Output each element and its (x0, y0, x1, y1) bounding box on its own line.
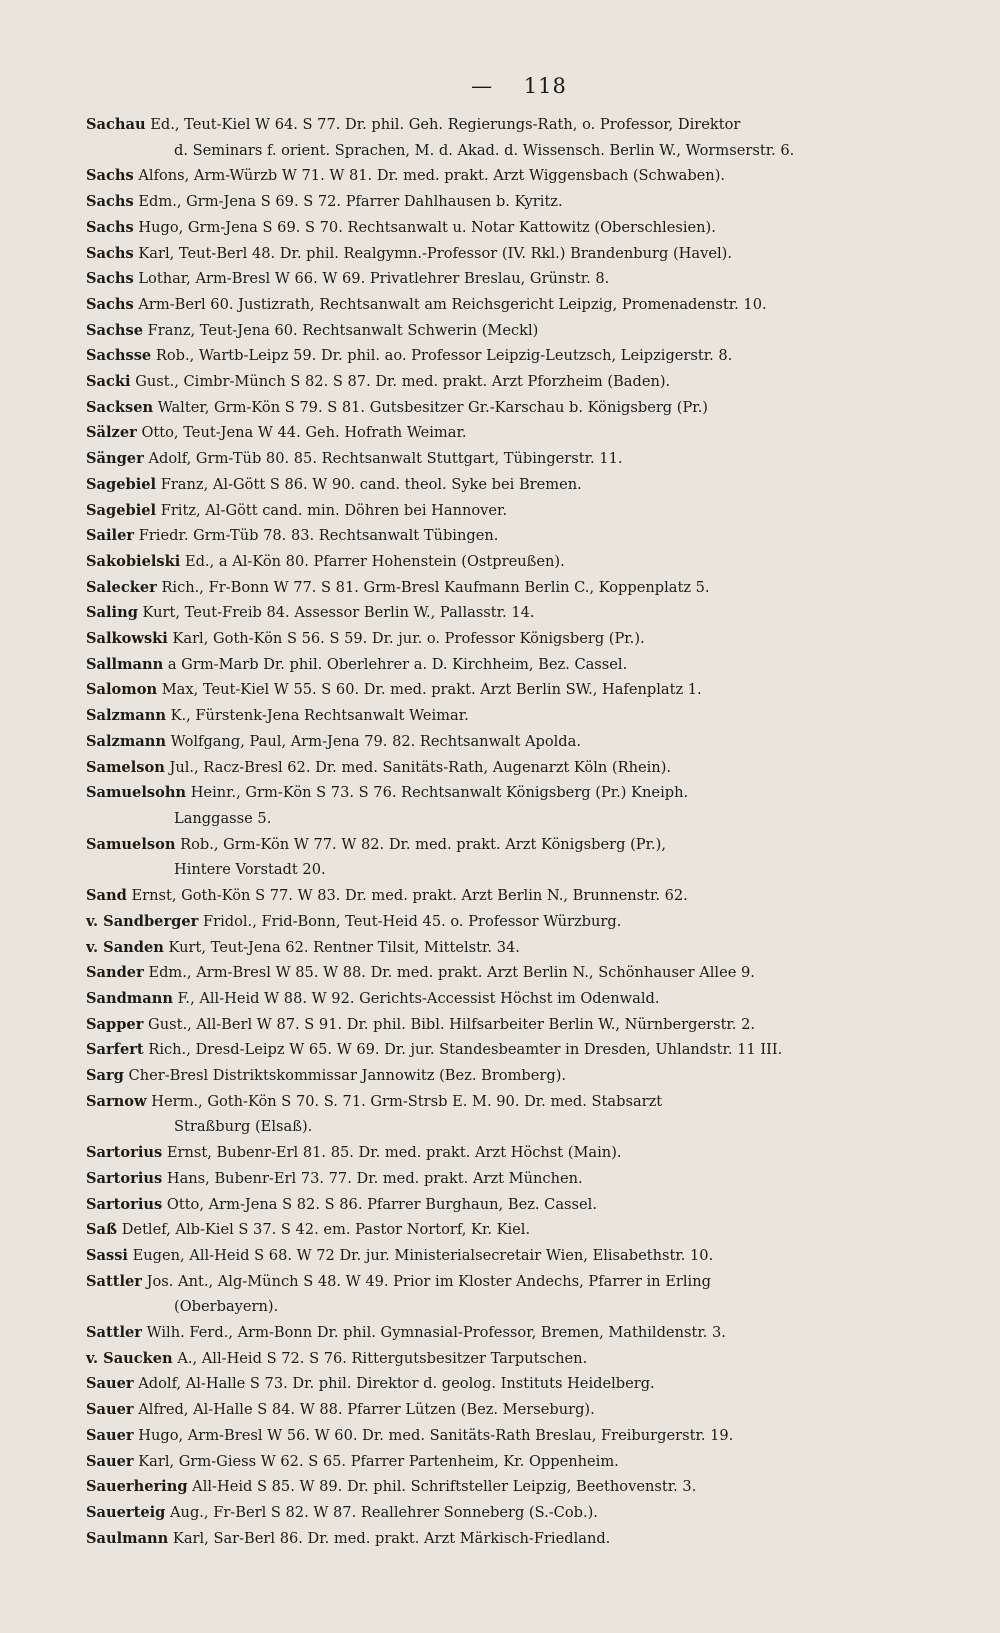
entry-surname: Sachs (86, 244, 134, 262)
list-item (86, 395, 952, 421)
list-item (86, 1294, 952, 1320)
entry-details: Ed., a Al-Kön 80. Pfarrer Hohenstein (Ostpreußen). (184, 552, 565, 570)
entry-surname: Sauer (86, 1426, 134, 1444)
list-item (86, 1526, 952, 1552)
list-item (86, 1192, 952, 1218)
entry-details: Ernst, Goth-Kön S 77. W 83. Dr. med. prakt. Arzt Berlin N., Brunnenstr. 62. (131, 887, 688, 905)
header-dash: — (471, 74, 494, 98)
entry-details: Langgasse 5. (174, 809, 272, 827)
entry-details: Hans, Bubenr-Erl 73. 77. Dr. med. prakt. Arzt München. (166, 1169, 583, 1187)
entry-details: Kurt, Teut-Freib 84. Assessor Berlin W., Pallasstr. 14. (142, 604, 535, 622)
entry-surname: Sänger (86, 450, 144, 468)
entry-details: Friedr. Grm-Tüb 78. 83. Rechtsanwalt Tübingen. (138, 527, 499, 545)
entry-details: Ernst, Bubenr-Erl 81. 85. Dr. med. prakt. Arzt Höchst (Main). (166, 1144, 622, 1162)
entry-details: Lothar, Arm-Bresl W 66. W 69. Privatlehrer Breslau, Grünstr. 8. (138, 270, 610, 288)
entry-surname: Samuelson (86, 835, 176, 853)
entry-surname: Saling (86, 604, 138, 622)
entry-surname: Sassi (86, 1246, 128, 1264)
entry-details: Karl, Goth-Kön S 56. S 59. Dr. jur. o. Professor Königsberg (Pr.). (172, 630, 645, 648)
entry-details: Otto, Teut-Jena W 44. Geh. Hofrath Weimar. (141, 424, 467, 442)
entry-details: Jos. Ant., Alg-Münch S 48. W 49. Prior im Kloster Andechs, Pfarrer in Erling (146, 1272, 711, 1290)
entry-surname: Sauer (86, 1401, 134, 1419)
entry-surname: Sapper (86, 1015, 144, 1033)
list-item (86, 189, 952, 215)
entry-details: Rob., Wartb-Leipz 59. Dr. phil. ao. Professor Leipzig-Leutzsch, Leipzigerstr. 8. (155, 347, 733, 365)
entry-details: Herm., Goth-Kön S 70. S. 71. Grm-Strsb E. M. 90. Dr. med. Stabsarzt (151, 1092, 663, 1110)
entry-details: Max, Teut-Kiel W 55. S 60. Dr. med. prakt. Arzt Berlin SW., Hafenplatz 1. (161, 681, 702, 699)
entry-surname: Sailer (86, 527, 135, 545)
page-number: 118 (523, 74, 567, 98)
list-item (86, 472, 952, 498)
entry-surname: v. Sanden (86, 938, 164, 956)
entry-surname: Sakobielski (86, 552, 181, 570)
entry-details: a Grm-Marb Dr. phil. Oberlehrer a. D. Kirchheim, Bez. Cassel. (167, 655, 628, 673)
entry-surname: Sartorius (86, 1195, 163, 1213)
list-item (86, 600, 952, 626)
entry-details: Aug., Fr-Berl S 82. W 87. Reallehrer Sonneberg (S.-Cob.). (170, 1503, 598, 1521)
list-item (86, 420, 952, 446)
list-item (86, 1037, 952, 1063)
list-item (86, 575, 952, 601)
entry-details: Edm., Arm-Bresl W 85. W 88. Dr. med. prakt. Arzt Berlin N., Schönhauser Allee 9. (148, 964, 755, 982)
entry-details: Ed., Teut-Kiel W 64. S 77. Dr. phil. Geh. Regierungs-Rath, o. Professor, Direktor (150, 116, 741, 133)
entry-details: All-Heid S 85. W 89. Dr. phil. Schriftsteller Leipzig, Beethovenstr. 3. (192, 1478, 697, 1496)
list-item (86, 780, 952, 806)
entry-surname: Sagebiel (86, 475, 157, 493)
entry-surname: Sachsse (86, 347, 152, 365)
entry-details: F., All-Heid W 88. W 92. Gerichts-Accessist Höchst im Odenwald. (177, 989, 660, 1007)
entry-surname: Sattler (86, 1324, 142, 1342)
entry-details: Wolfgang, Paul, Arm-Jena 79. 82. Rechtsanwalt Apolda. (170, 732, 581, 750)
list-item (86, 446, 952, 472)
entry-surname: Salkowski (86, 630, 168, 648)
entry-details: Rich., Fr-Bonn W 77. S 81. Grm-Bresl Kaufmann Berlin C., Koppenplatz 5. (161, 578, 710, 596)
entry-details: (Oberbayern). (174, 1298, 279, 1316)
entry-surname: Sauerteig (86, 1503, 166, 1521)
list-item (86, 832, 952, 858)
entry-details: Cher-Bresl Distriktskommissar Jannowitz (Bez. Bromberg). (128, 1067, 567, 1085)
list-item (86, 1140, 952, 1166)
entry-surname: Sachs (86, 295, 134, 313)
list-item (86, 1397, 952, 1423)
list-item (86, 1474, 952, 1500)
list-item (86, 318, 952, 344)
entry-details: Heinr., Grm-Kön S 73. S 76. Rechtsanwalt Königsberg (Pr.) Kneiph. (190, 784, 689, 802)
entry-surname: Sarnow (86, 1092, 147, 1110)
entry-details: Karl, Grm-Giess W 62. S 65. Pfarrer Partenheim, Kr. Oppenheim. (138, 1452, 619, 1470)
entry-surname: Samuelsohn (86, 784, 187, 802)
entry-details: Franz, Teut-Jena 60. Rechtsanwalt Schwerin (Meckl) (147, 321, 539, 339)
entry-surname: Sachau (86, 116, 146, 133)
list-item (86, 909, 952, 935)
list-item (86, 163, 952, 189)
entry-details: Fritz, Al-Gött cand. min. Döhren bei Hannover. (160, 501, 508, 519)
list-item (86, 369, 952, 395)
entry-surname: Salecker (86, 578, 157, 596)
entry-details: Karl, Sar-Berl 86. Dr. med. prakt. Arzt Märkisch-Friedland. (172, 1529, 611, 1547)
entry-details: Gust., All-Berl W 87. S 91. Dr. phil. Bibl. Hilfsarbeiter Berlin W., Nürnbergerstr. 2. (148, 1015, 756, 1033)
list-item (86, 652, 952, 678)
entry-details: Adolf, Grm-Tüb 80. 85. Rechtsanwalt Stuttgart, Tübingerstr. 11. (148, 450, 623, 468)
entry-surname: Sand (86, 887, 127, 905)
list-item (86, 755, 952, 781)
entry-surname: Sachs (86, 193, 134, 211)
list-item (86, 626, 952, 652)
entry-details: Alfons, Arm-Würzb W 71. W 81. Dr. med. prakt. Arzt Wiggensbach (Schwaben). (138, 167, 726, 185)
entry-surname: Sartorius (86, 1169, 163, 1187)
entry-surname: Sartorius (86, 1144, 163, 1162)
entry-details: Gust., Cimbr-Münch S 82. S 87. Dr. med. prakt. Arzt Pforzheim (Baden). (135, 373, 671, 391)
entry-surname: Sarfert (86, 1041, 144, 1059)
entry-details: Rob., Grm-Kön W 77. W 82. Dr. med. prakt. Arzt Königsberg (Pr.), (180, 835, 666, 853)
entry-details: Straßburg (Elsaß). (174, 1118, 313, 1136)
entry-details: Eugen, All-Heid S 68. W 72 Dr. jur. Ministerialsecretair Wien, Elisabethstr. 10. (132, 1246, 714, 1264)
list-item (86, 1166, 952, 1192)
entry-details: Detlef, Alb-Kiel S 37. S 42. em. Pastor Nortorf, Kr. Kiel. (121, 1221, 531, 1239)
list-item (86, 266, 952, 292)
list-item (86, 1269, 952, 1295)
list-item (86, 1320, 952, 1346)
list-item (86, 1012, 952, 1038)
list-item (86, 935, 952, 961)
entry-details: Hintere Vorstadt 20. (174, 861, 326, 879)
entry-surname: v. Saucken (86, 1349, 173, 1367)
entry-surname: Saulmann (86, 1529, 169, 1547)
list-item (86, 960, 952, 986)
list-item (86, 549, 952, 575)
entry-surname: Saß (86, 1221, 118, 1239)
entry-details: Arm-Berl 60. Justizrath, Rechtsanwalt am Reichsgericht Leipzig, Promenadenstr. 10. (138, 295, 767, 313)
entry-list (86, 112, 952, 1551)
entry-surname: Salomon (86, 681, 158, 699)
entry-surname: Sachs (86, 218, 134, 236)
entry-surname: Sachs (86, 167, 134, 185)
entry-details: Wilh. Ferd., Arm-Bonn Dr. phil. Gymnasial-Professor, Bremen, Mathildenstr. 3. (146, 1324, 726, 1342)
list-item (86, 1217, 952, 1243)
entry-surname: Samelson (86, 758, 165, 776)
entry-surname: Sauer (86, 1375, 134, 1393)
entry-surname: Sachse (86, 321, 143, 339)
entry-surname: Sauerhering (86, 1478, 188, 1496)
page-header (86, 74, 952, 98)
entry-surname: Sacki (86, 373, 131, 391)
entry-details: Fridol., Frid-Bonn, Teut-Heid 45. o. Professor Würzburg. (202, 912, 622, 930)
entry-details: d. Seminars f. orient. Sprachen, M. d. Akad. d. Wissensch. Berlin W., Wormserstr. 6. (174, 141, 795, 159)
list-item (86, 677, 952, 703)
list-item (86, 1063, 952, 1089)
entry-surname: Sandmann (86, 989, 173, 1007)
list-item (86, 703, 952, 729)
list-item (86, 1449, 952, 1475)
entry-surname: Sallmann (86, 655, 164, 673)
entry-details: Hugo, Arm-Bresl W 56. W 60. Dr. med. Sanitäts-Rath Breslau, Freiburgerstr. 19. (138, 1426, 734, 1444)
entry-surname: Sälzer (86, 424, 137, 442)
list-item (86, 241, 952, 267)
entry-surname: Salzmann (86, 732, 166, 750)
list-item (86, 343, 952, 369)
list-item (86, 138, 952, 164)
list-item (86, 1371, 952, 1397)
list-item (86, 1089, 952, 1115)
list-item (86, 729, 952, 755)
list-item (86, 1500, 952, 1526)
entry-details: Karl, Teut-Berl 48. Dr. phil. Realgymn.-Professor (IV. Rkl.) Brandenburg (Havel). (138, 244, 732, 262)
entry-details: Alfred, Al-Halle S 84. W 88. Pfarrer Lützen (Bez. Merseburg). (138, 1401, 595, 1419)
entry-surname: Sander (86, 964, 144, 982)
entry-surname: Sattler (86, 1272, 142, 1290)
entry-details: Kurt, Teut-Jena 62. Rentner Tilsit, Mittelstr. 34. (168, 938, 520, 956)
list-item (86, 857, 952, 883)
entry-details: Walter, Grm-Kön S 79. S 81. Gutsbesitzer Gr.-Karschau b. Königsberg (Pr.) (157, 398, 709, 416)
list-item (86, 883, 952, 909)
entry-details: Adolf, Al-Halle S 73. Dr. phil. Direktor d. geolog. Instituts Heidelberg. (138, 1375, 655, 1393)
entry-details: A., All-Heid S 72. S 76. Rittergutsbesitzer Tarputschen. (177, 1349, 588, 1367)
entry-details: Otto, Arm-Jena S 82. S 86. Pfarrer Burghaun, Bez. Cassel. (166, 1195, 597, 1213)
entry-details: Franz, Al-Gött S 86. W 90. cand. theol. Syke bei Bremen. (160, 475, 582, 493)
entry-details: Jul., Racz-Bresl 62. Dr. med. Sanitäts-Rath, Augenarzt Köln (Rhein). (169, 758, 672, 776)
list-item (86, 1114, 952, 1140)
entry-details: Rich., Dresd-Leipz W 65. W 69. Dr. jur. Standesbeamter in Dresden, Uhlandstr. 11 III. (148, 1041, 783, 1059)
entry-surname: Salzmann (86, 707, 166, 725)
entry-surname: Sachs (86, 270, 134, 288)
entry-details: Edm., Grm-Jena S 69. S 72. Pfarrer Dahlhausen b. Kyritz. (138, 193, 563, 211)
list-item (86, 292, 952, 318)
list-item (86, 1423, 952, 1449)
list-item (86, 1346, 952, 1372)
list-item (86, 1243, 952, 1269)
list-item (86, 806, 952, 832)
list-item (86, 523, 952, 549)
entry-surname: Sauer (86, 1452, 134, 1470)
list-item (86, 112, 952, 138)
entry-surname: Sarg (86, 1067, 124, 1085)
entry-details: K., Fürstenk-Jena Rechtsanwalt Weimar. (170, 707, 469, 725)
list-item (86, 498, 952, 524)
entry-details: Hugo, Grm-Jena S 69. S 70. Rechtsanwalt u. Notar Kattowitz (Oberschlesien). (138, 218, 716, 236)
entry-surname: v. Sandberger (86, 912, 199, 930)
list-item (86, 215, 952, 241)
list-item (86, 986, 952, 1012)
entry-surname: Sagebiel (86, 501, 157, 519)
entry-surname: Sacksen (86, 398, 154, 416)
